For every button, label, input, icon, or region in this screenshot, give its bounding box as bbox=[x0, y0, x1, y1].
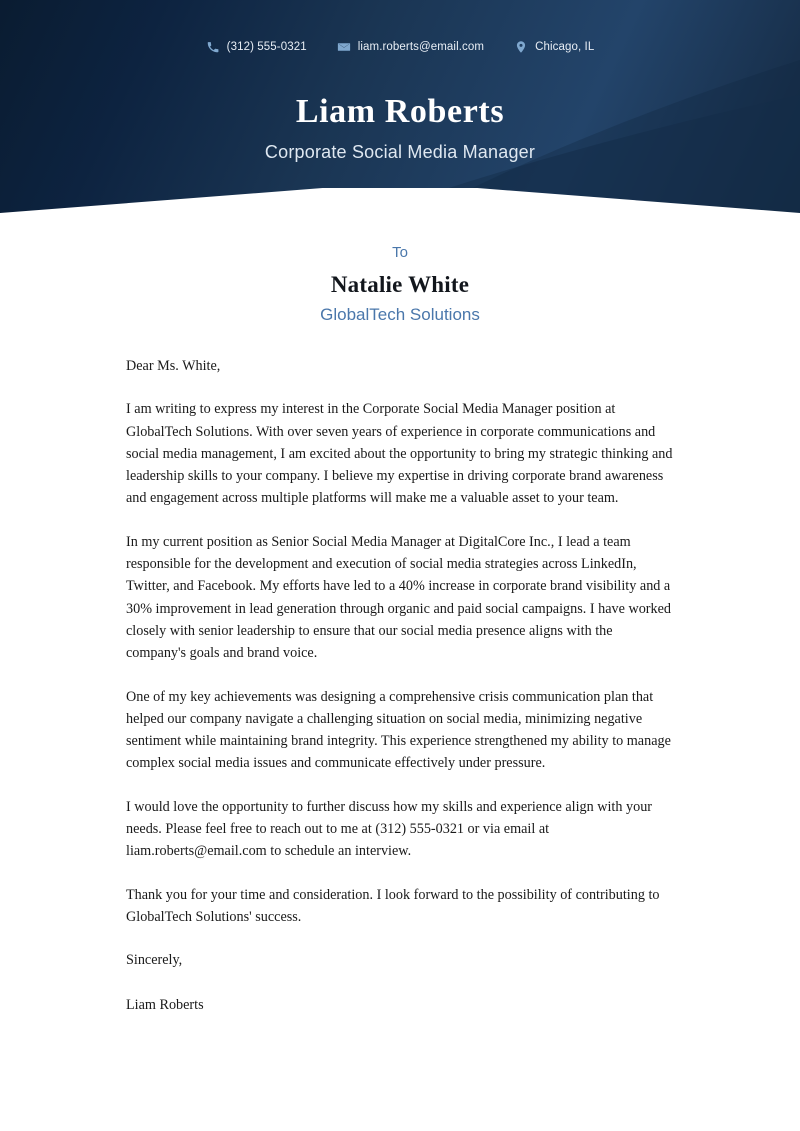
contact-bar bbox=[0, 40, 800, 54]
letter-closing: Sincerely, bbox=[126, 952, 183, 969]
recipient-company: GlobalTech Solutions bbox=[320, 305, 480, 324]
header-chevron-edge bbox=[0, 188, 800, 248]
letter-signature: Liam Roberts bbox=[126, 996, 204, 1013]
contact-location[interactable] bbox=[514, 40, 594, 54]
letter-paragraph: I am writing to express my interest in the Corporate Social Media Manager position at GlobalTech Solutions. With over seven years of experience in corporate communications and social media management, I am excited about the opportunity to bring my strategic thinking and leadership skills to your company. I believe my expertise in driving corporate brand awareness and engagement across multiple platforms will make me a valuable asset to your team. bbox=[126, 401, 673, 507]
letter-paragraph: Thank you for your time and consideration. I look forward to the possibility of contributing to GlobalTech Solutions' success. bbox=[126, 886, 660, 925]
mail-icon bbox=[337, 40, 351, 54]
contact-location-label: Chicago, IL bbox=[535, 41, 595, 53]
letter-body bbox=[126, 355, 674, 1016]
letter-header bbox=[0, 0, 800, 248]
contact-phone[interactable] bbox=[206, 40, 307, 54]
location-pin-icon bbox=[514, 40, 528, 54]
recipient-block bbox=[0, 243, 800, 326]
to-label: To bbox=[392, 244, 408, 261]
contact-phone-label: (312) 555-0321 bbox=[226, 41, 307, 53]
letter-paragraph: In my current position as Senior Social Media Manager at DigitalCore Inc., I lead a team responsible for the development and execution of social media strategies across LinkedIn, Twitter, and Facebook. My efforts have led to a 40% increase in corporate brand visibility and a 30% improvement in lead generation through organic and paid social campaigns. I have worked closely with senior leadership to ensure that our social media presence aligns with the company's goals and brand voice. bbox=[126, 533, 671, 662]
letter-salutation: Dear Ms. White, bbox=[126, 358, 221, 374]
applicant-name: Liam Roberts bbox=[295, 93, 505, 130]
letter-paragraph: One of my key achievements was designing a comprehensive crisis communication plan that helped our company navigate a challenging situation on social media, minimizing negative sentiment while maintaining brand integrity. This experience strengthened my ability to manage complex social media issues and communicate effectively under pressure. bbox=[126, 688, 671, 772]
contact-email[interactable] bbox=[337, 40, 484, 54]
applicant-job-title: Corporate Social Media Manager bbox=[264, 142, 536, 162]
contact-email-label: liam.roberts@email.com bbox=[357, 41, 485, 53]
letter-paragraph: I would love the opportunity to further discuss how my skills and experience align with your needs. Please feel free to reach out to me at (312) 555-0321 or via email at liam.roberts@email.com to schedule an interview. bbox=[126, 798, 653, 860]
phone-icon bbox=[206, 40, 220, 54]
recipient-name: Natalie White bbox=[330, 272, 470, 297]
